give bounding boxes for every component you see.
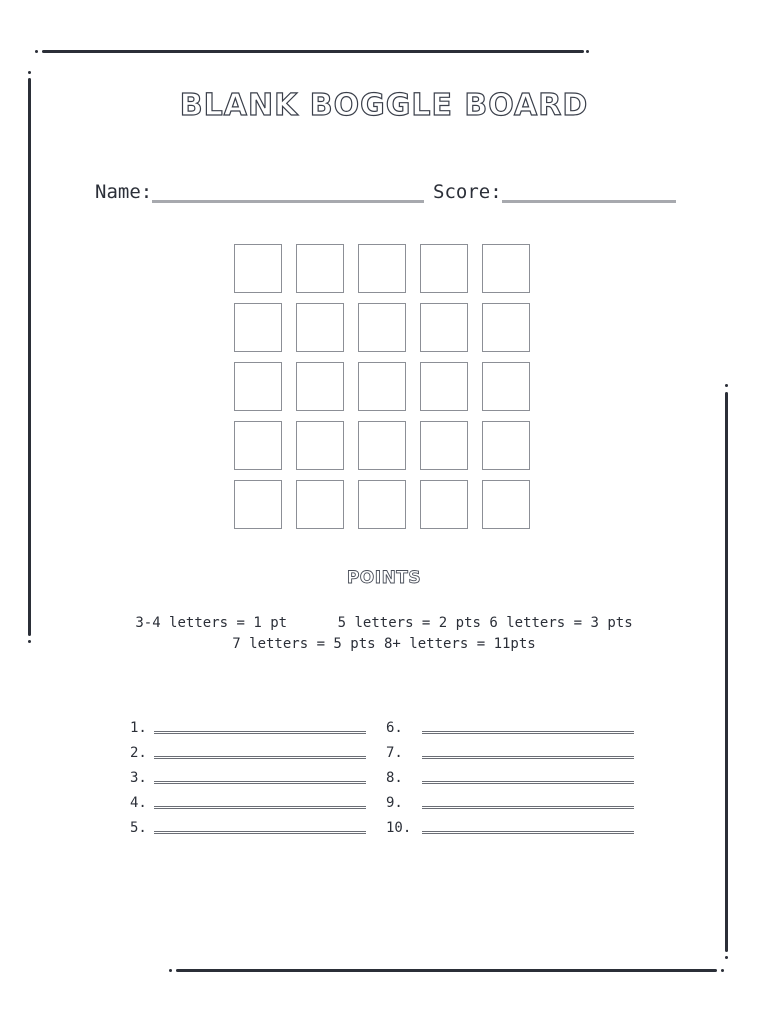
word-entry-line[interactable]: [422, 731, 634, 734]
boggle-cell[interactable]: [358, 244, 406, 293]
boggle-cell[interactable]: [482, 421, 530, 470]
boggle-cell[interactable]: [234, 480, 282, 529]
boggle-cell[interactable]: [234, 303, 282, 352]
page-title: BLANK BOGGLE BOARD: [179, 88, 589, 123]
boggle-cell[interactable]: [482, 362, 530, 411]
points-rule-line: 7 letters = 5 pts 8+ letters = 11pts: [232, 636, 536, 652]
word-entry-line[interactable]: [154, 831, 366, 834]
boggle-cell[interactable]: [358, 480, 406, 529]
boggle-cell[interactable]: [358, 303, 406, 352]
word-entry-line[interactable]: [154, 756, 366, 759]
boggle-cell[interactable]: [234, 421, 282, 470]
name-field[interactable]: [95, 175, 424, 203]
word-entry-line[interactable]: [154, 731, 366, 734]
frame-line-right: [725, 392, 728, 952]
word-entry-number: 5.: [130, 820, 147, 836]
boggle-cell[interactable]: [482, 480, 530, 529]
points-heading: POINTS: [346, 568, 422, 588]
frame-line-bottom: [176, 969, 717, 972]
boggle-grid: [234, 244, 530, 529]
boggle-cell[interactable]: [234, 362, 282, 411]
boggle-cell[interactable]: [420, 480, 468, 529]
word-entry-line[interactable]: [422, 756, 634, 759]
word-entry-line[interactable]: [154, 806, 366, 809]
boggle-cell[interactable]: [358, 421, 406, 470]
word-entry-number: 2.: [130, 745, 147, 761]
frame-dot: [586, 50, 589, 53]
word-entry-line[interactable]: [154, 781, 366, 784]
boggle-cell[interactable]: [420, 244, 468, 293]
boggle-cell[interactable]: [482, 303, 530, 352]
boggle-cell[interactable]: [482, 244, 530, 293]
score-field[interactable]: [433, 175, 676, 203]
boggle-cell[interactable]: [420, 362, 468, 411]
boggle-cell[interactable]: [296, 421, 344, 470]
frame-dot: [28, 71, 31, 74]
frame-line-top: [42, 50, 584, 53]
boggle-cell[interactable]: [296, 362, 344, 411]
points-rule-line: 3-4 letters = 1 pt 5 letters = 2 pts 6 letters = 3 pts: [135, 615, 633, 631]
word-entry-line[interactable]: [422, 806, 634, 809]
frame-dot: [169, 969, 172, 972]
word-entry-number: 3.: [130, 770, 147, 786]
name-label: Name:: [95, 181, 153, 203]
word-entry-line[interactable]: [422, 831, 634, 834]
word-entry-number: 8.: [386, 770, 403, 786]
word-entry-number: 10.: [386, 820, 412, 836]
boggle-cell[interactable]: [296, 244, 344, 293]
word-entry-number: 4.: [130, 795, 147, 811]
score-label: Score:: [433, 181, 502, 203]
word-entry-number: 6.: [386, 720, 403, 736]
boggle-cell[interactable]: [296, 303, 344, 352]
word-entry-number: 7.: [386, 745, 403, 761]
boggle-cell[interactable]: [234, 244, 282, 293]
frame-dot: [721, 969, 724, 972]
word-entry-number: 9.: [386, 795, 403, 811]
frame-line-left: [28, 78, 31, 636]
frame-dot: [725, 956, 728, 959]
boggle-cell[interactable]: [358, 362, 406, 411]
boggle-cell[interactable]: [420, 421, 468, 470]
frame-dot: [725, 384, 728, 387]
word-entry-number: 1.: [130, 720, 147, 736]
boggle-cell[interactable]: [296, 480, 344, 529]
boggle-cell[interactable]: [420, 303, 468, 352]
word-entry-line[interactable]: [422, 781, 634, 784]
name-blank-line[interactable]: [152, 178, 424, 203]
score-blank-line[interactable]: [502, 178, 676, 203]
frame-dot: [35, 50, 38, 53]
